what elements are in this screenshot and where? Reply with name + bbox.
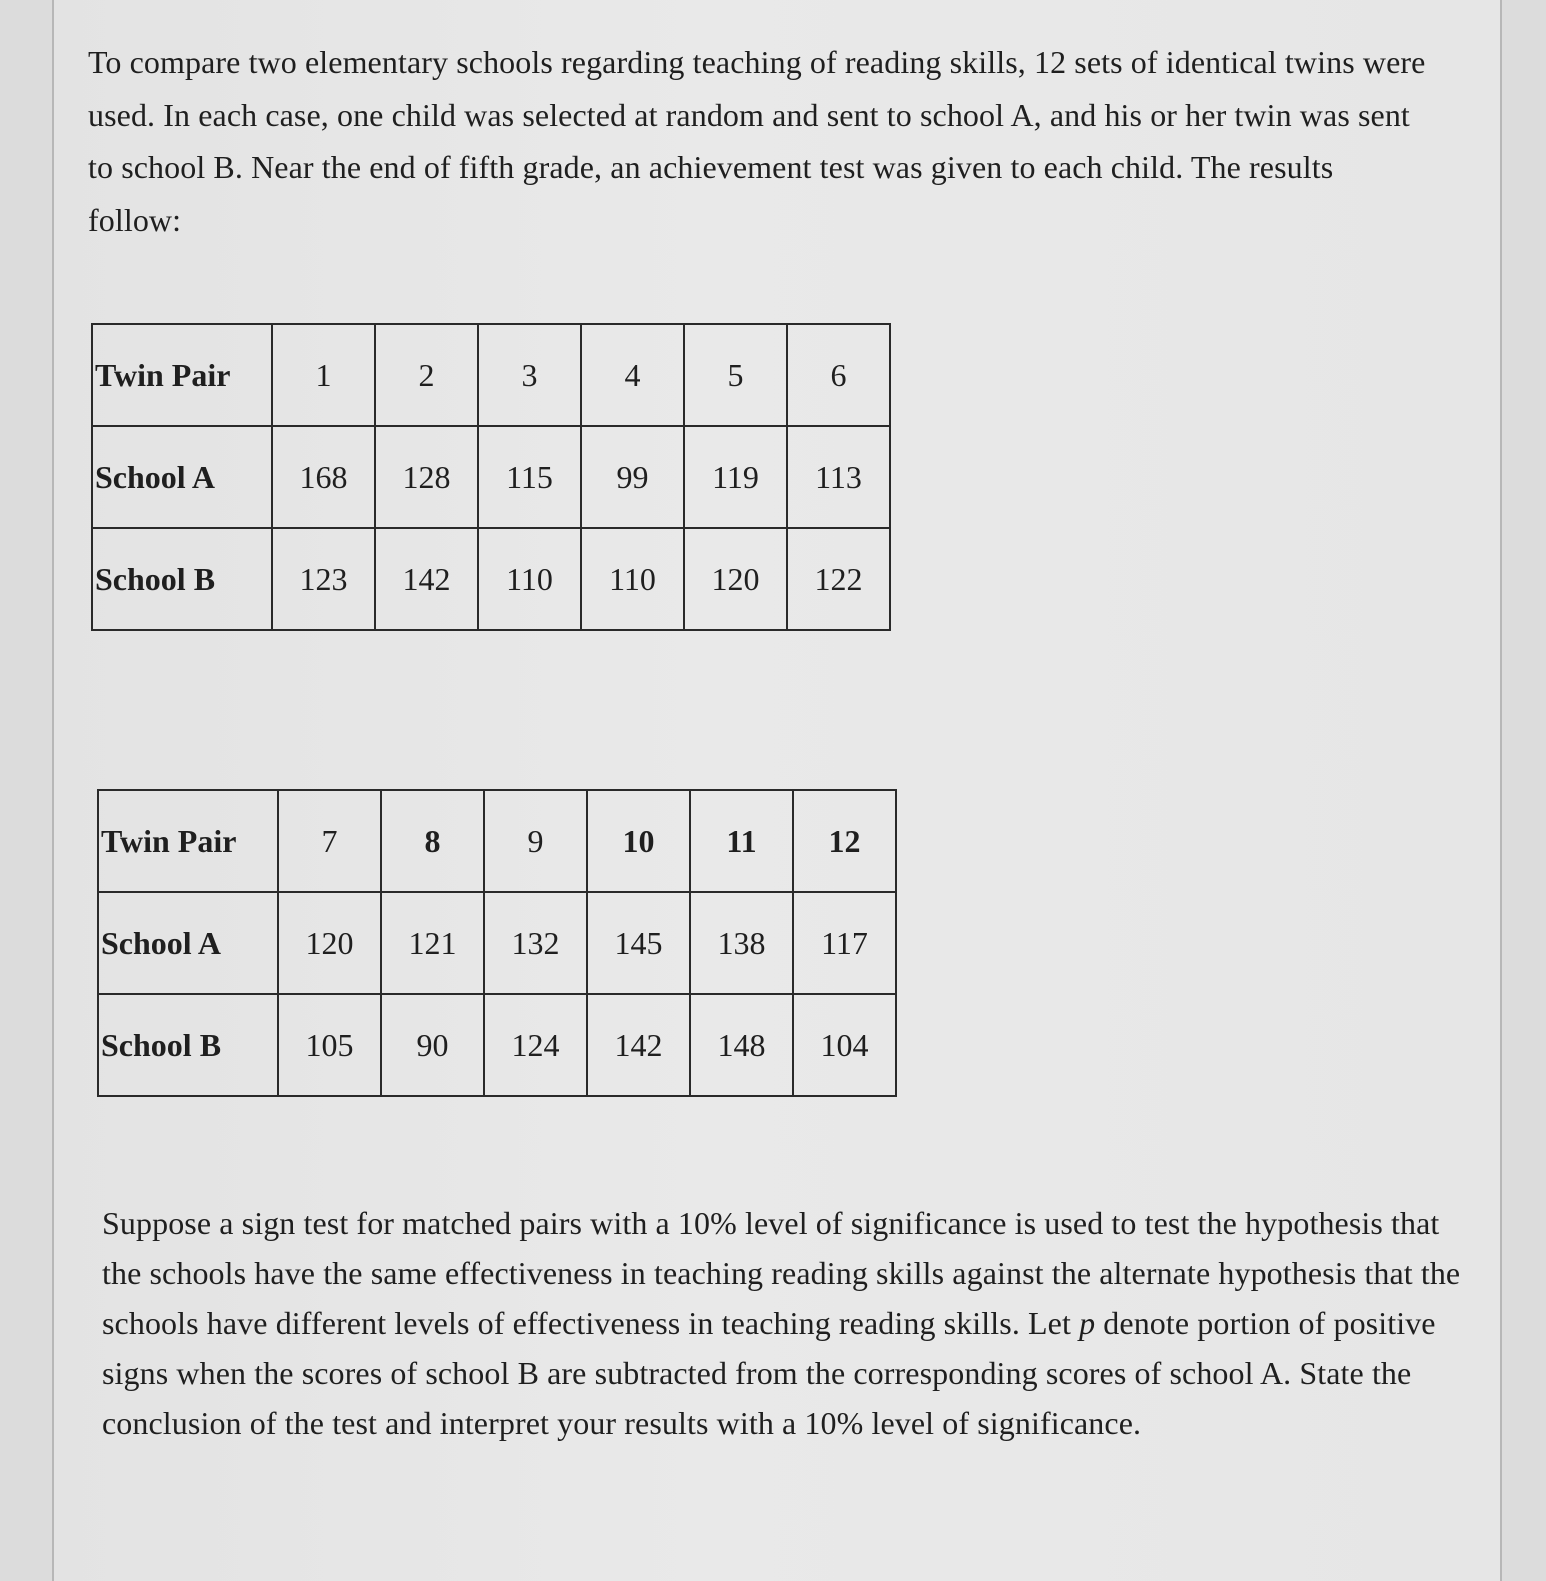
twin-pair-cell: 10: [587, 790, 690, 892]
twin-pair-cell: 8: [381, 790, 484, 892]
twin-pair-cell: 11: [690, 790, 793, 892]
twin-pair-cell: 1: [272, 324, 375, 426]
school-a-score-cell: 117: [793, 892, 896, 994]
school-b-score-cell: 123: [272, 528, 375, 630]
twin-pair-cell: 12: [793, 790, 896, 892]
twin-pair-cell: 3: [478, 324, 581, 426]
school-b-score-cell: 104: [793, 994, 896, 1096]
question-paragraph: [102, 1198, 1462, 1448]
school-a-score-cell: 120: [278, 892, 381, 994]
table-row-twin-pair: [92, 324, 890, 426]
school-b-score-cell: 105: [278, 994, 381, 1096]
variable-p: p: [1079, 1305, 1096, 1341]
school-b-score-cell: 142: [375, 528, 478, 630]
table-row-school-b: [98, 994, 896, 1096]
twin-pair-cell: 6: [787, 324, 890, 426]
school-b-score-cell: 110: [478, 528, 581, 630]
question-text-start: Suppose a sign test for matched pairs with a 10% level of significance is used to test the hypothesis that the schools have the same effectiveness in teaching reading skills against the alternate hypothesis that the schools have different levels of effectiveness in teaching reading skills. Let: [102, 1205, 1461, 1341]
school-b-score-cell: 120: [684, 528, 787, 630]
school-a-score-cell: 99: [581, 426, 684, 528]
table-row-school-a: [98, 892, 896, 994]
school-a-score-cell: 119: [684, 426, 787, 528]
row-label-school-b: School B: [92, 528, 272, 630]
school-a-score-cell: 168: [272, 426, 375, 528]
school-a-score-cell: 138: [690, 892, 793, 994]
row-label-twin-pair: Twin Pair: [98, 790, 278, 892]
school-b-score-cell: 124: [484, 994, 587, 1096]
twin-pair-cell: 2: [375, 324, 478, 426]
scores-table-pairs-1-6: [91, 323, 891, 631]
school-b-score-cell: 90: [381, 994, 484, 1096]
twin-pair-cell: 7: [278, 790, 381, 892]
school-a-score-cell: 145: [587, 892, 690, 994]
school-b-score-cell: 122: [787, 528, 890, 630]
scores-table-pairs-7-12: [97, 789, 897, 1097]
row-label-school-a: School A: [92, 426, 272, 528]
twin-pair-cell: 9: [484, 790, 587, 892]
school-a-score-cell: 121: [381, 892, 484, 994]
twin-pair-cell: 4: [581, 324, 684, 426]
twin-pair-cell: 5: [684, 324, 787, 426]
table-row-twin-pair: [98, 790, 896, 892]
row-label-twin-pair: Twin Pair: [92, 324, 272, 426]
row-label-school-b: School B: [98, 994, 278, 1096]
school-a-score-cell: 132: [484, 892, 587, 994]
table-row-school-a: [92, 426, 890, 528]
intro-paragraph: To compare two elementary schools regarding teaching of reading skills, 12 sets of identical twins were used. In each case, one child was selected at random and sent to school A, and his or her twin was sent to school B. Near the end of fifth grade, an achievement test was given to each child. The results follow:: [88, 44, 1426, 238]
question-text-end: denote portion of positive signs when the scores of school B are subtracted from the corresponding scores of school A. State the conclusion of the test and interpret your results with a 10% level of significance.: [102, 1305, 1436, 1441]
school-a-score-cell: 115: [478, 426, 581, 528]
row-label-school-a: School A: [98, 892, 278, 994]
school-b-score-cell: 148: [690, 994, 793, 1096]
school-a-score-cell: 113: [787, 426, 890, 528]
table-row-school-b: [92, 528, 890, 630]
school-b-score-cell: 110: [581, 528, 684, 630]
school-a-score-cell: 128: [375, 426, 478, 528]
school-b-score-cell: 142: [587, 994, 690, 1096]
